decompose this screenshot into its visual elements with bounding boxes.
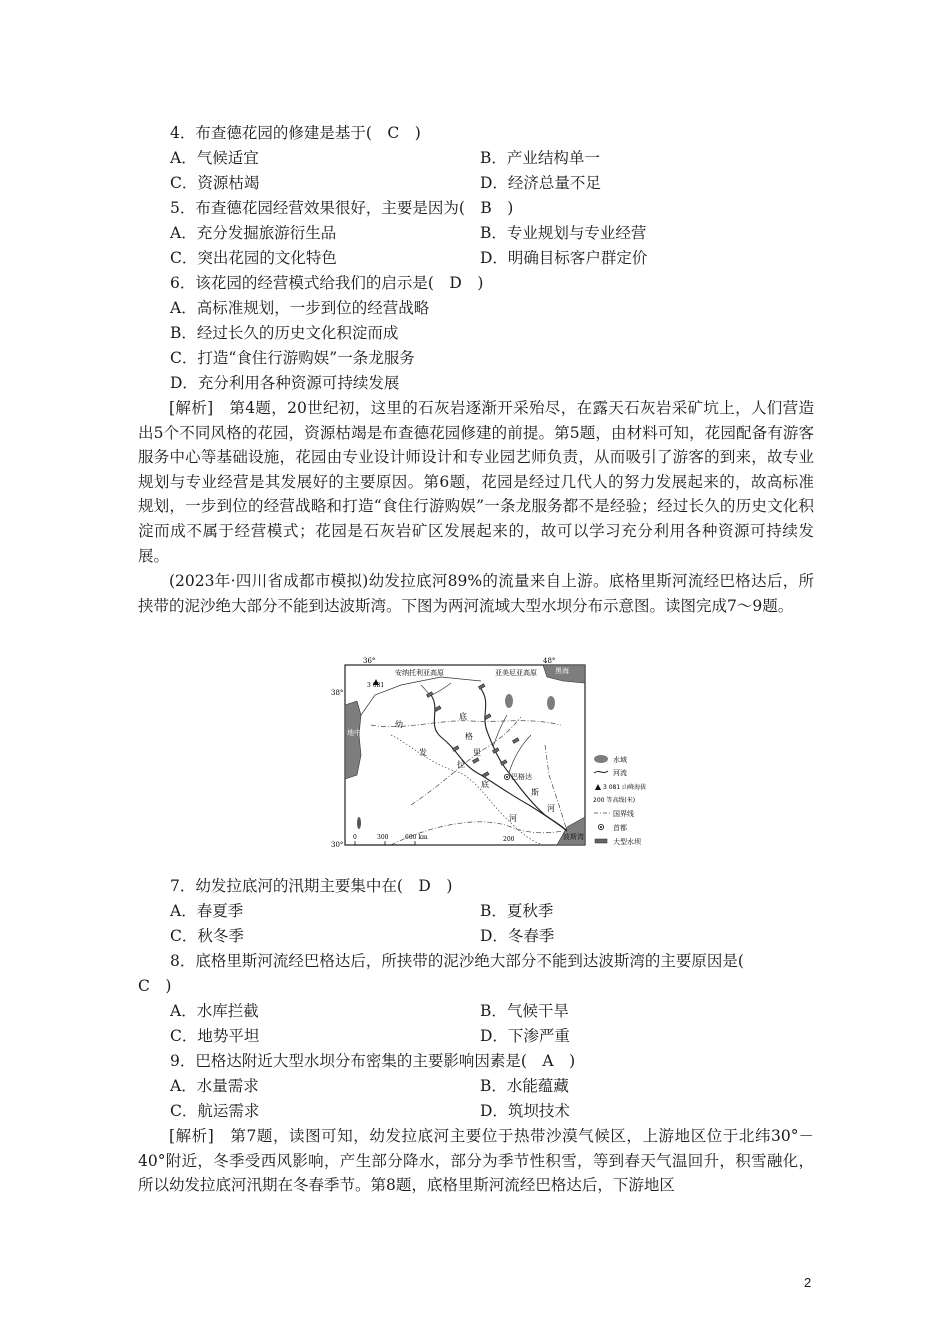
page-number: 2: [804, 1275, 812, 1290]
q6-stem: 6．该花园的经营模式给我们的启示是( D ): [170, 274, 484, 292]
legend-peak: 3 081 山峰海拔: [603, 784, 647, 791]
plateau-armenia: 亚美尼亚高原: [495, 669, 537, 677]
intro-7-9: (2023年·四川省成都市模拟)幼发拉底河89%的流量来自上游。底格里斯河流经巴格达后，所挟带的泥沙绝大部分不能到达波斯湾。下图为两河流域大型水坝分布示意图。读图完成7～9题。: [138, 572, 814, 615]
legend-river: 河流: [613, 769, 627, 777]
euphrates-char-3: 拉: [457, 760, 465, 769]
q8-option-c: C．地势平坦: [170, 1027, 260, 1045]
legend-dam-icon: [595, 839, 607, 843]
mediterranean-char-1: 地中海: [347, 729, 368, 737]
mediterranean-water: [345, 701, 361, 779]
q4-option-b: B．产业结构单一: [480, 149, 600, 167]
legend-peak-icon: [595, 784, 601, 790]
lon-36-label: 36°: [363, 657, 376, 665]
q7-option-b: B．夏秋季: [480, 902, 554, 920]
q5-option-d: D．明确目标客户群定价: [480, 249, 648, 267]
q6-option-d: D．充分利用各种资源可持续发展: [170, 374, 400, 392]
q4-option-c: C．资源枯竭: [170, 174, 260, 192]
analysis-4-6: [解析] 第4题，20世纪初，这里的石灰岩逐渐开采殆尽，在露天石灰岩采矿坑上，人们营造出5个不同风格的花园，资源枯竭是布查德花园修建的前提。第5题，由材料可知，花园配备有游客服务中心等基础设施，花园由专业设计师设计和专业园艺师负责，从而吸引了游客的到来，故专业规划与专业经营是其发展好的主要原因。第6题，花园是经过几代人的努力发展起来的，故高标准规划，一步到位的经营战略和打造“食住行游购娱”一条龙服务都不是经验；经过长久的历史文化积淀而成不属于经营模式；花园是石灰岩矿区发展起来的，故可以学习充分利用各种资源可持续发展。: [138, 399, 814, 565]
baghdad-label: 巴格达: [511, 773, 532, 781]
q8-stem-line2: C ): [138, 977, 172, 995]
q5-option-c: C．突出花园的文化特色: [170, 249, 337, 267]
legend-water: 水域: [613, 756, 627, 764]
tigris-char-3: 里: [473, 748, 481, 757]
q4-option-d: D．经济总量不足: [480, 174, 601, 192]
euphrates-char-1: 幼: [395, 720, 403, 729]
tigris-char-2: 格: [465, 732, 473, 741]
tigris-char-5: 河: [547, 804, 555, 813]
peak-label: 3 081: [367, 682, 385, 689]
legend-river-icon: [594, 771, 608, 773]
lake-van: [505, 694, 513, 708]
q8-option-b: B．气候干旱: [480, 1002, 569, 1020]
q6-option-b: B．经过长久的历史文化积淀而成: [170, 324, 399, 342]
legend-dam: 大型水坝: [613, 838, 641, 846]
scale-300: 300: [377, 834, 389, 841]
lat-38-label: 38°: [331, 689, 344, 697]
legend-border: 国界线: [613, 810, 634, 818]
q5-stem: 5．布查德花园经营效果很好，主要是因为( B ): [170, 199, 514, 217]
dead-sea: [357, 817, 361, 829]
q7-stem: 7．幼发拉底河的汛期主要集中在( D ): [170, 877, 453, 895]
euphrates-char-4: 底: [481, 780, 489, 789]
legend-water-icon: [594, 755, 608, 763]
q7-option-a: A．春夏季: [170, 902, 244, 920]
legend-contour: 200 等高线(米): [593, 797, 636, 804]
legend-capital: 首都: [613, 824, 627, 832]
euphrates-char-2: 发: [419, 748, 427, 757]
analysis-7-9: [解析] 第7题，读图可知，幼发拉底河主要位于热带沙漠气候区，上游地区位于北纬30°－40°附近，冬季受西风影响，产生部分降水，部分为季节性积雪，等到春天气温回升，积雪融化，所以幼发拉底河汛期在冬春季节。第8题，底格里斯河流经巴格达后，下游地区: [138, 1127, 814, 1195]
q9-option-a: A．水量需求: [170, 1077, 259, 1095]
q4-option-a: A．气候适宜: [170, 149, 259, 167]
q8-stem-line1: 8．底格里斯河流经巴格达后，所挟带的泥沙绝大部分不能到达波斯湾的主要原因是(: [170, 952, 744, 970]
tigris-char-1: 底: [459, 712, 467, 721]
q4-stem: 4．布查德花园的修建是基于( C ): [170, 124, 421, 142]
q5-option-a: A．充分发掘旅游衍生品: [170, 224, 337, 242]
q9-option-c: C．航运需求: [170, 1102, 260, 1120]
lake-urmia: [547, 696, 555, 710]
persian-gulf-label: 波斯湾: [563, 833, 584, 841]
q9-option-d: D．筑坝技术: [480, 1102, 570, 1120]
q8-option-d: D．下渗严重: [480, 1027, 570, 1045]
two-rivers-dam-map: [331, 655, 687, 859]
scale-600: 600 km: [405, 834, 428, 841]
lat-30-label: 30°: [331, 841, 344, 849]
scale-0: 0: [353, 834, 357, 841]
q9-option-b: B．水能蕴藏: [480, 1077, 569, 1095]
q9-stem: 9．巴格达附近大型水坝分布密集的主要影响因素是( A ): [170, 1052, 576, 1070]
q8-option-a: A．水库拦截: [170, 1002, 259, 1020]
q7-option-d: D．冬春季: [480, 927, 555, 945]
tigris-char-4: 斯: [531, 788, 539, 797]
q7-option-c: C．秋冬季: [170, 927, 244, 945]
q5-option-b: B．专业规划与专业经营: [480, 224, 647, 242]
lon-48-label: 48°: [543, 657, 556, 665]
black-sea-label: 黑海: [555, 667, 569, 675]
euphrates-char-5: 河: [509, 814, 517, 823]
plateau-anatolia: 安纳托利亚高原: [395, 669, 444, 677]
map-legend: [593, 755, 646, 846]
q6-option-a: A．高标准规划，一步到位的经营战略: [170, 299, 430, 317]
contour-label: 200: [503, 836, 515, 843]
q6-option-c: C．打造“食住行游购娱”一条龙服务: [170, 349, 415, 367]
